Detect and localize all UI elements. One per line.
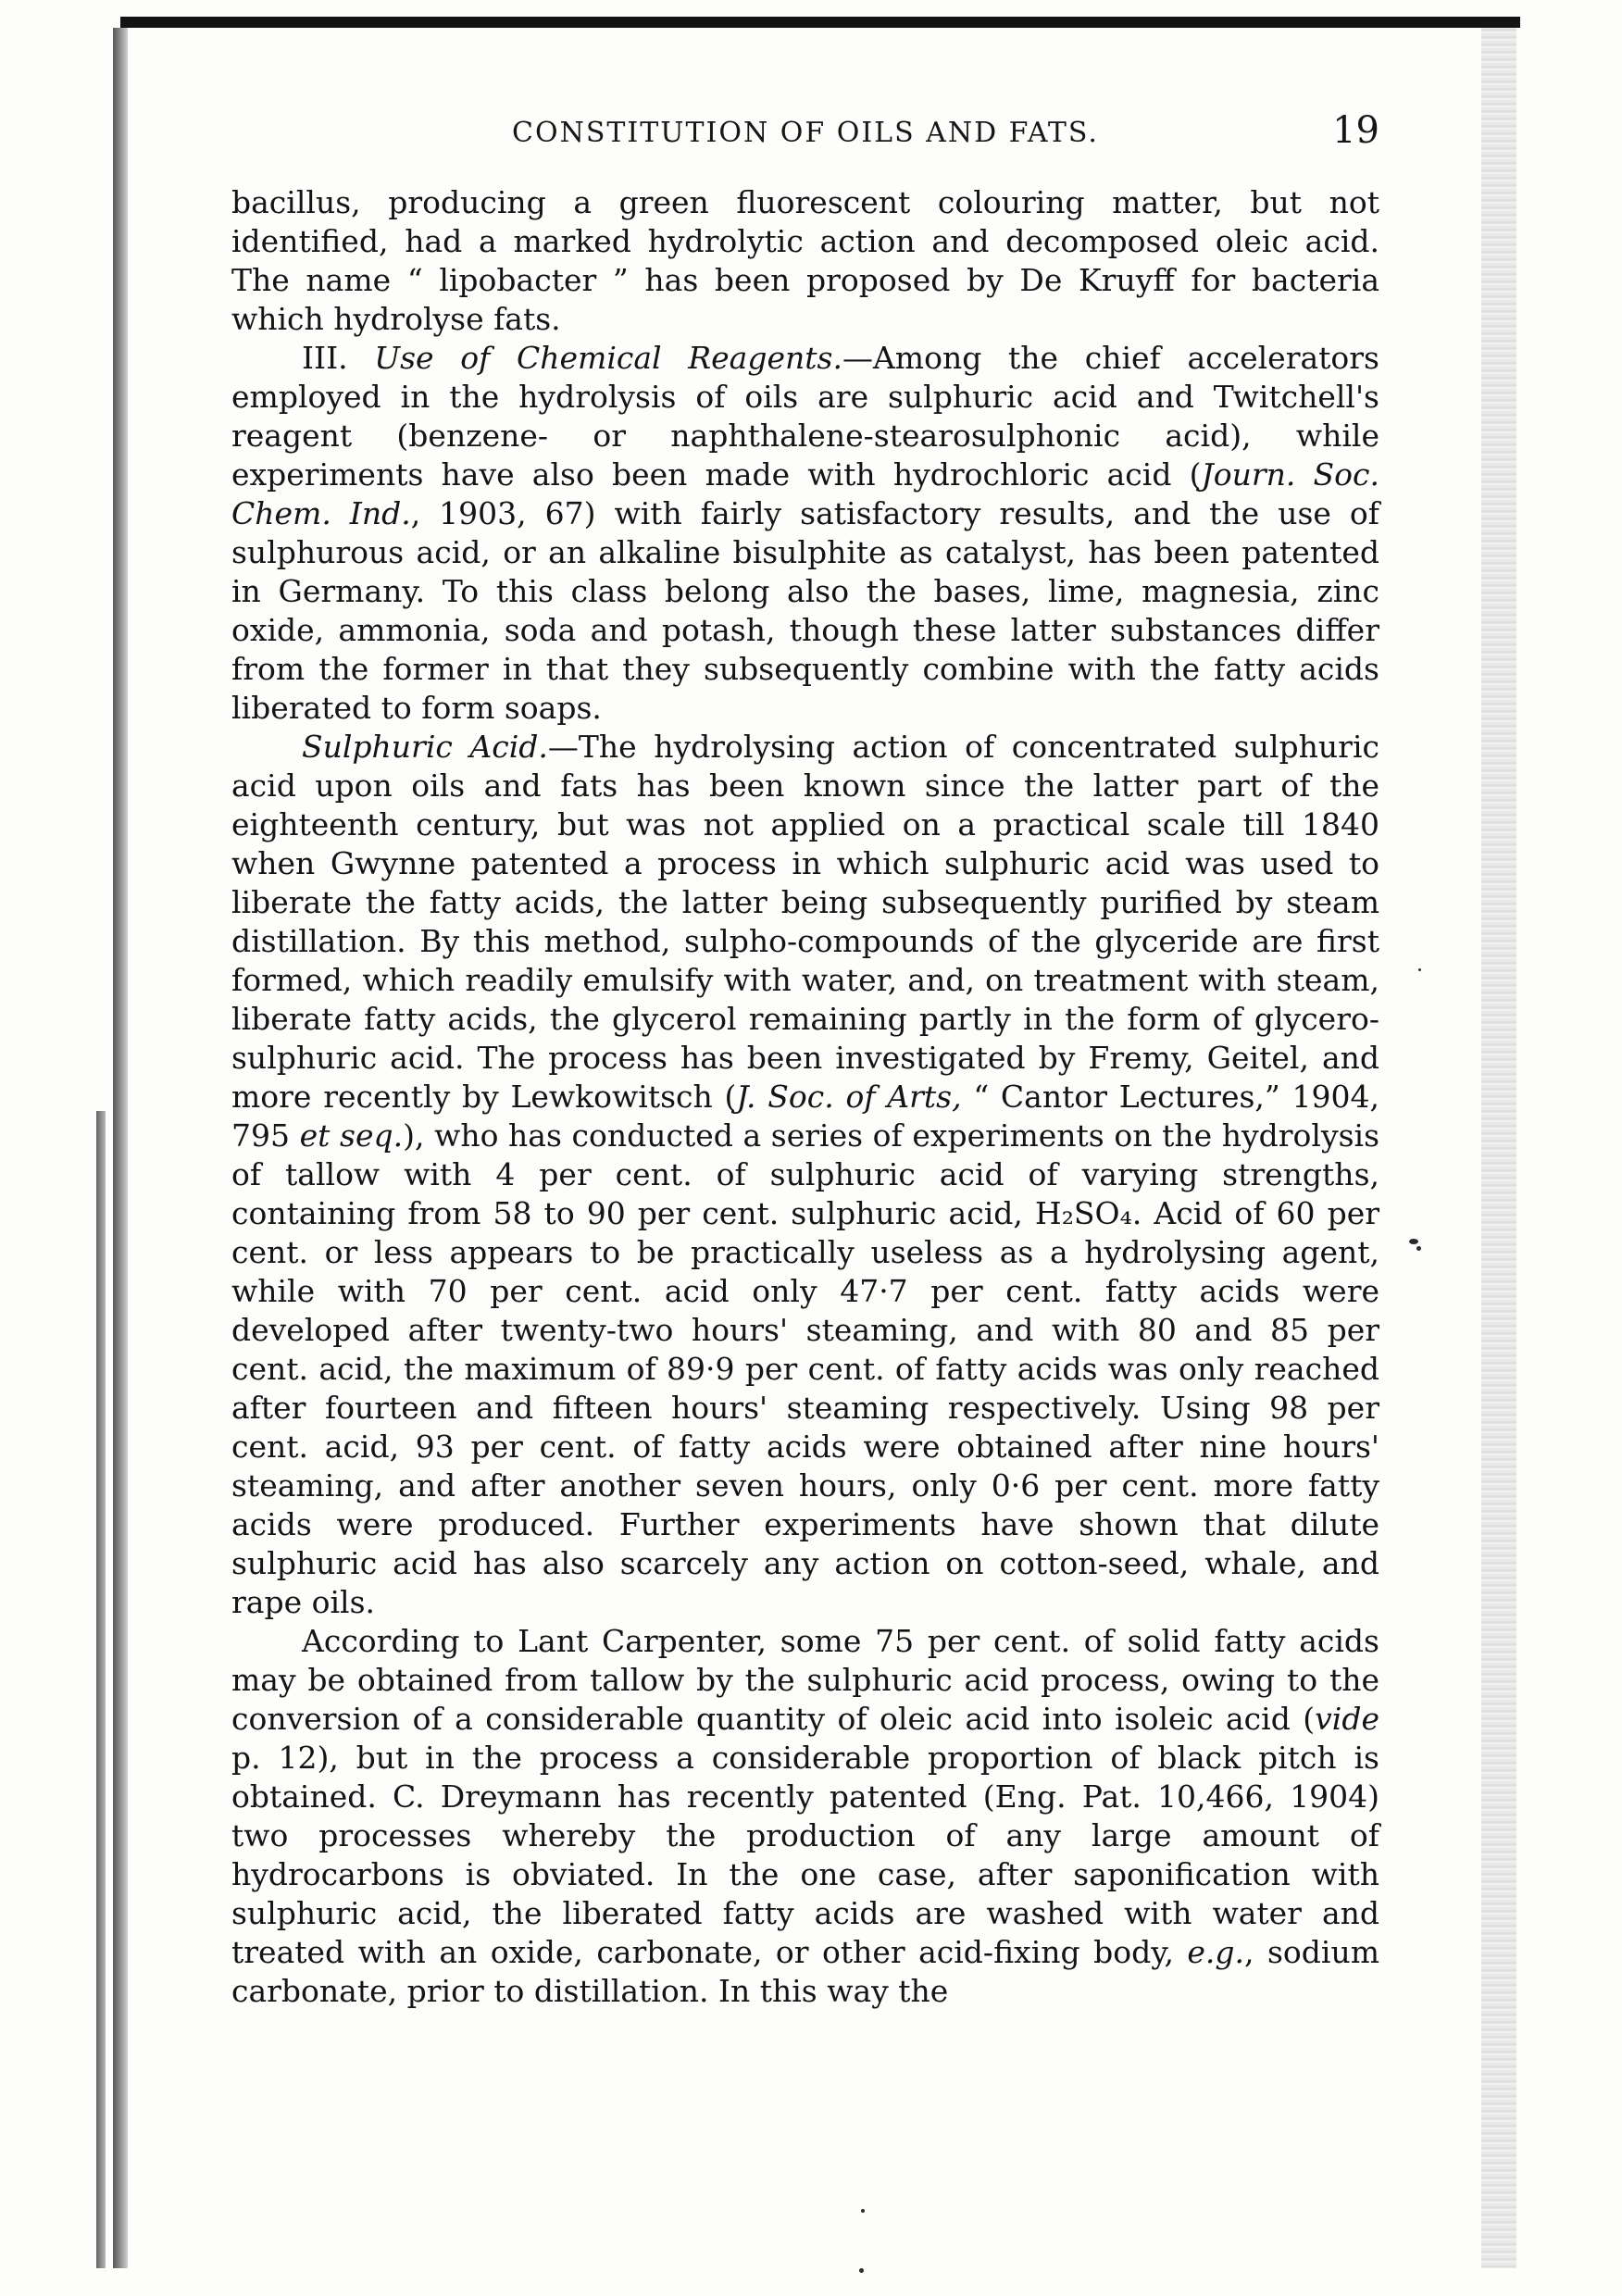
paragraph-chemical-reagents — [231, 339, 1379, 728]
chemical-formula: H₂SO₄ — [1034, 1195, 1132, 1231]
ink-speck — [1416, 1246, 1421, 1251]
journal-citation: Journ. Soc. Chem. Ind. — [231, 456, 1379, 531]
paragraph-text: —Among the chief accelerators employed in the hydrolysis of oils are sulphuric acid and Twitchell's reagent (benzene- or naphthalene-stearosulphonic acid), while experiments have also been made with hydrochloric acid ( — [231, 340, 1379, 493]
paragraph-text: , 1903, 67) with fairly satisfactory results, and the use of sulphurous acid, or an alkaline bisulphite as catalyst, has been patented in Germany. To this class belong also the bases, lime, magnesia, zinc oxide, ammonia, soda and potash, though these latter substances differ from the former in that they subsequently combine with the fatty acids liberated to form soaps. — [231, 495, 1379, 726]
et-seq-abbreviation: et seq. — [299, 1117, 404, 1154]
paragraph-text: ), who has conducted a series of experiments on the hydrolysis of tallow with 4 per cent. of sulphuric acid of varying strengths, containing from 58 to 90 per cent. sulphuric acid, — [231, 1117, 1380, 1231]
page-number: 19 — [1332, 109, 1379, 152]
eg-abbreviation: e.g. — [1187, 1934, 1245, 1970]
journal-citation: J. Soc. of Arts, — [736, 1079, 962, 1115]
binding-shadow-left-lower — [96, 1111, 106, 2268]
ink-speck — [859, 2268, 864, 2273]
page-header — [231, 109, 1379, 165]
paragraph-text: According to Lant Carpenter, some 75 per cent. of solid fatty acids may be obtained from tallow by the sulphuric acid process, owing to the conversion of a considerable quantity of oleic acid into isoleic acid ( — [231, 1623, 1379, 1737]
running-title: CONSTITUTION OF OILS AND FATS. — [512, 117, 1099, 149]
section-heading: Use of Chemical Reagents. — [374, 340, 842, 376]
ink-speck — [1409, 1239, 1418, 1244]
ink-speck — [861, 2209, 865, 2213]
section-label: III. — [302, 340, 348, 376]
binding-shadow-left — [113, 28, 128, 2268]
body-text — [231, 183, 1379, 2011]
paragraph-bacillus — [231, 183, 1379, 339]
paragraph-text: —The hydrolysing action of concentrated sulphuric acid upon oils and fats has been known since the latter part of the eighteenth century, but was not applied on a practical scale till 1840 when Gwynne patented a process in which sulphuric acid was used to liberate the fatty acids, the latter being subsequently purified by steam distillation. By this method, sulpho-compounds of the glyceride are first formed, which readily emulsify with water, and, on treatment with steam, liberate fatty acids, the glycerol remaining partly in the form of glycero-sulphuric acid. The process has been investigated by Fremy, Geitel, and more recently by Lewkowitsch ( — [231, 729, 1379, 1115]
vide-abbreviation: vide — [1315, 1701, 1379, 1737]
page-edge-right — [1481, 28, 1516, 2268]
paragraph-text: , sodium carbonate, prior to distillation. In this way the — [231, 1934, 1379, 2009]
paragraph-text: “ Cantor Lectures,” 1904, 795 — [231, 1079, 1379, 1154]
paragraph-sulphuric-acid — [231, 728, 1379, 1622]
subsection-heading: Sulphuric Acid. — [302, 729, 548, 765]
paragraph-text: p. 12), but in the process a considerable proportion of black pitch is obtained. C. Dreymann has recently patented (Eng. Pat. 10,466, 1904) two processes whereby the production of any large amount of hydrocarbons is obviated. In the one case, after saponification with sulphuric acid, the liberated fatty acids are washed with water and treated with an oxide, carbonate, or other acid-fixing body, — [231, 1740, 1379, 1970]
paragraph-text: bacillus, producing a green fluorescent colouring matter, but not identified, had a marked hydrolytic action and decomposed oleic acid. The name “ lipobacter ” has been proposed by De Kruyff for bacteria which hydrolyse fats. — [231, 184, 1379, 337]
paragraph-text: . Acid of 60 per cent. or less appears to be practically useless as a hydrolysing agent, while with 70 per cent. acid only 47·7 per cent. fatty acids were developed after twenty-two hours' steaming, and with 80 and 85 per cent. acid, the maximum of 89·9 per cent. of fatty acids was only reached after fourteen and fifteen hours' steaming respectively. Using 98 per cent. acid, 93 per cent. of fatty acids were obtained after nine hours' steaming, and after another seven hours, only 0·6 per cent. more fatty acids were produced. Further experiments have shown that dilute sulphuric acid has also scarcely any action on cotton-seed, whale, and rape oils. — [231, 1195, 1379, 1620]
paragraph-lant-carpenter — [231, 1622, 1379, 2011]
ink-speck — [1418, 968, 1421, 971]
page-top-edge-rule — [120, 17, 1520, 28]
